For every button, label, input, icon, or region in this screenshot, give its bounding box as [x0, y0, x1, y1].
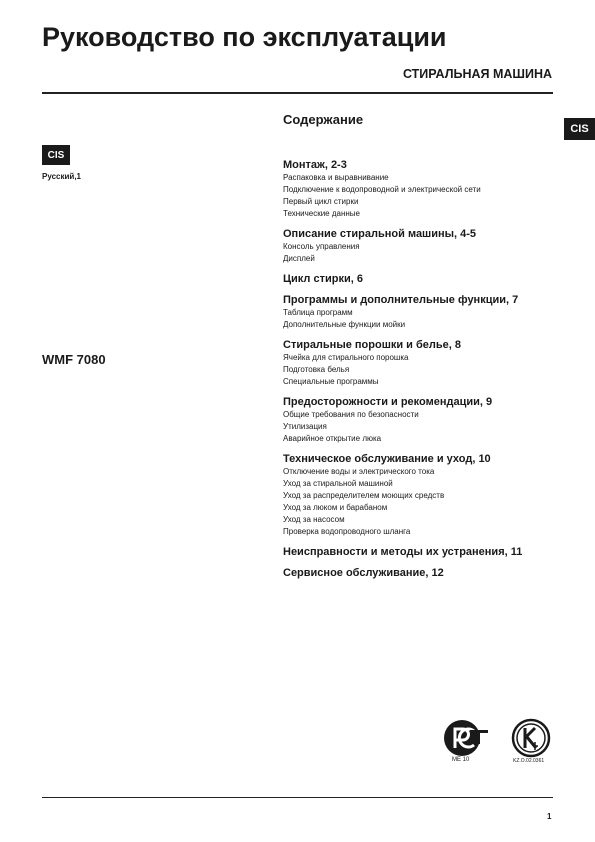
toc-item[interactable]: Уход за насосом [283, 515, 345, 524]
toc-item[interactable]: Аварийное открытие люка [283, 434, 382, 443]
toc-item[interactable]: Технические данные [283, 209, 361, 218]
toc-item[interactable]: Специальные программы [283, 377, 379, 386]
toc-section-title[interactable]: Программы и дополнительные функции, 7 [283, 294, 519, 306]
toc-section-title[interactable]: Предосторожности и рекомендации, 9 [283, 396, 493, 408]
toc-section [283, 452, 573, 538]
document-subtitle: СТИРАЛЬНАЯ МАШИНА [402, 67, 552, 81]
toc-item[interactable]: Первый цикл стирки [283, 197, 359, 206]
toc-section-title[interactable]: Техническое обслуживание и уход, 10 [283, 453, 491, 465]
toc-section-title[interactable]: Описание стиральной машины, 4-5 [283, 228, 477, 240]
toc-section [283, 395, 573, 445]
model-number: WMF 7080 [42, 352, 106, 367]
pct-certification-logo [443, 718, 489, 758]
toc-section [283, 566, 573, 580]
toc-section-title[interactable]: Неисправности и методы их устранения, 11 [283, 546, 523, 558]
toc-item[interactable]: Уход за люком и барабаном [283, 503, 388, 512]
toc-item[interactable]: Уход за распределителем моющих средств [283, 491, 445, 500]
toc-item[interactable]: Отключение воды и электрического тока [283, 467, 435, 476]
toc-item[interactable]: Распаковка и выравнивание [283, 173, 389, 182]
toc-item[interactable]: Проверка водопроводного шланга [283, 527, 411, 536]
toc-section [283, 545, 573, 559]
kz-certification-code: KZ.O.02.0361 [513, 758, 545, 764]
toc-section [283, 293, 573, 331]
toc-item[interactable]: Ячейка для стирального порошка [283, 353, 409, 362]
toc-item[interactable]: Общие требования по безопасности [283, 410, 419, 419]
footer-divider [42, 797, 553, 798]
toc-item[interactable]: Дополнительные функции мойки [283, 320, 406, 329]
toc-heading: Содержание [283, 112, 364, 127]
language-badge: CIS [42, 145, 70, 165]
toc-section-title[interactable]: Цикл стирки, 6 [283, 273, 363, 285]
toc-section-title[interactable]: Сервисное обслуживание, 12 [283, 567, 444, 579]
table-of-contents [283, 158, 573, 587]
toc-item[interactable]: Подключение к водопроводной и электрической сети [283, 185, 481, 194]
toc-item[interactable]: Подготовка белья [283, 365, 350, 374]
toc-section [283, 158, 573, 220]
toc-section [283, 338, 573, 388]
toc-section-title[interactable]: Стиральные порошки и белье, 8 [283, 339, 462, 351]
toc-section [283, 227, 573, 265]
header-divider [42, 92, 553, 94]
toc-item[interactable]: Утилизация [283, 422, 327, 431]
toc-section-title[interactable]: Монтаж, 2-3 [283, 159, 347, 171]
pct-certification-code: ME 10 [452, 757, 470, 763]
toc-section [283, 272, 573, 286]
side-language-tab: CIS [564, 118, 595, 140]
toc-item[interactable]: Таблица программ [283, 308, 353, 317]
toc-item[interactable]: Дисплей [283, 254, 315, 263]
language-link-russian[interactable]: Русский,1 [42, 172, 81, 181]
page-number: 1 [547, 812, 552, 821]
toc-item[interactable]: Консоль управления [283, 242, 360, 251]
toc-item[interactable]: Уход за стиральной машиной [283, 479, 393, 488]
kz-certification-logo [511, 718, 551, 758]
page-title: Руководство по эксплуатации [42, 22, 447, 52]
